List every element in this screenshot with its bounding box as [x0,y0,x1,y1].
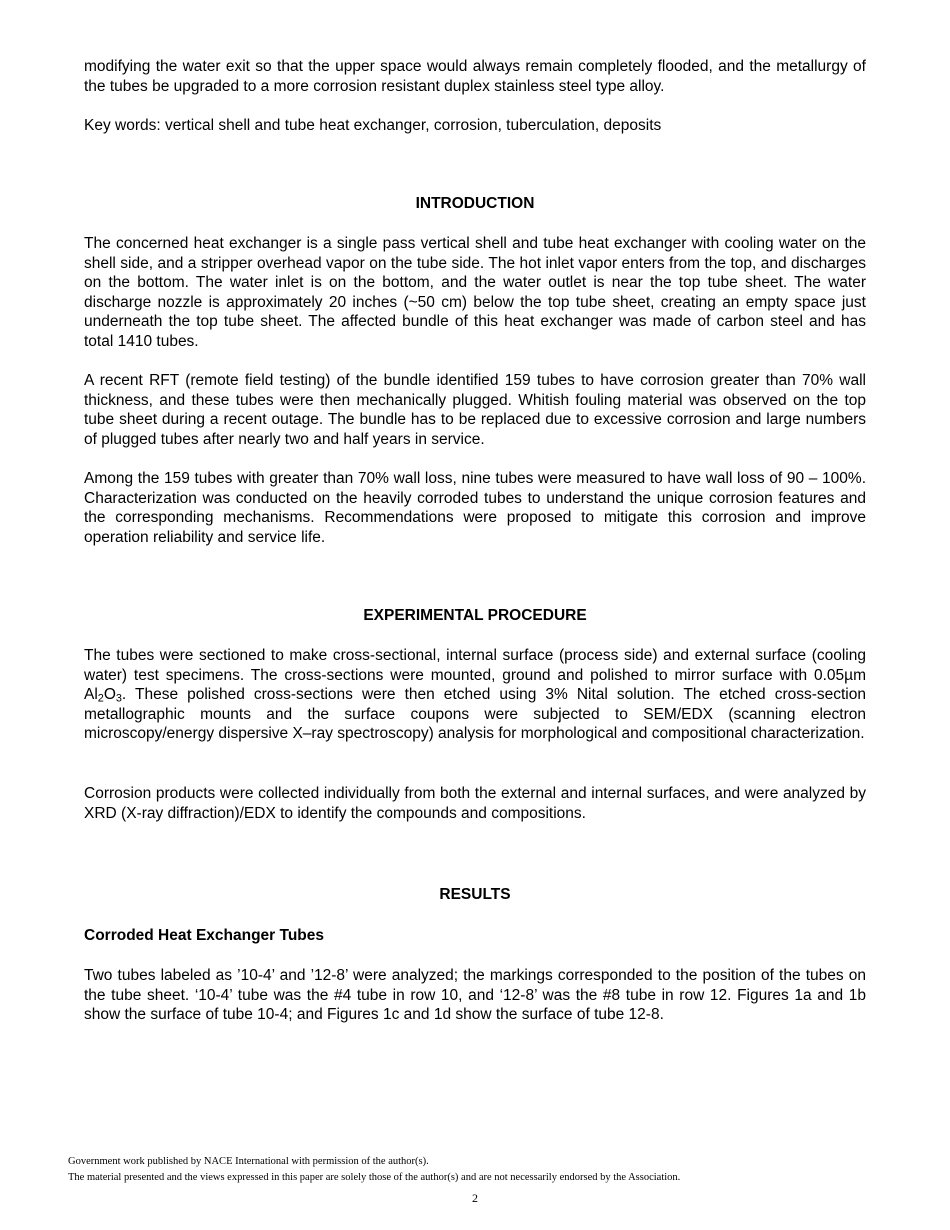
keywords: Key words: vertical shell and tube heat exchanger, corrosion, tuberculation, deposits [84,117,662,134]
experimental-paragraph-1: The tubes were sectioned to make cross-sectional, internal surface (process side) and external surface (cooling water) test specimens. The cross-sections were mounted, ground and polished to mirror surface with 0.05µm $Al_2O_3$. These polished cross-sections were then etched using 3% Nital solution. The etched cross-section metallographic mounts and the surface coupons were subjected to SEM/EDX (scanning electron microscopy/energy dispersive X–ray spectroscopy) analysis for morphological and compositional characterization. [84,647,866,743]
footer-disclaimer: The material presented and the views expressed in this paper are solely those of the author(s) and are not necessarily endorsed by the Association. [68,1172,681,1183]
introduction-paragraph-1: The concerned heat exchanger is a single pass vertical shell and tube heat exchanger with cooling water on the shell side, and a stripper overhead vapor on the tube side. The hot inlet vapor enters from the top, and discharges on the bottom. The water inlet is on the bottom, and the water outlet is near the top tube sheet. The water discharge nozzle is approximately 20 inches (~50 cm) below the top tube sheet, creating an empty space just underneath the top tube sheet. The affected bundle of this heat exchanger was made of carbon steel and has total 1410 tubes. [84,235,866,350]
results-subheading: Corroded Heat Exchanger Tubes [84,927,325,944]
experimental-paragraph-2: Corrosion products were collected individually from both the external and internal surfaces, and were analyzed by XRD (X-ray diffraction)/EDX to identify the compounds and compositions. [84,785,866,822]
introduction-paragraph-3: Among the 159 tubes with greater than 70% wall loss, nine tubes were measured to have wall loss of 90 – 100%. Characterization was conducted on the heavily corroded tubes to understand the unique corrosion features and the corresponding mechanisms. Recommendations were proposed to mitigate this corrosion and improve operation reliability and service life. [84,470,866,546]
abstract-conclusion: modifying the water exit so that the upper space would always remain completely flooded, and the metallurgy of the tubes be upgraded to a more corrosion resistant duplex stainless steel type alloy. [84,58,866,95]
results-heading: RESULTS [439,886,511,903]
introduction-paragraph-2: A recent RFT (remote field testing) of the bundle identified 159 tubes to have corrosion greater than 70% wall thickness, and these tubes were then mechanically plugged. Whitish fouling material was observed on the top tube sheet during a recent outage. The bundle has to be replaced due to excessive corrosion and large numbers of plugged tubes after nearly two and half years in service. [84,372,866,448]
footer-permission: Government work published by NACE International with permission of the author(s). [68,1156,429,1167]
results-paragraph-1: Two tubes labeled as ’10-4’ and ’12-8’ were analyzed; the markings corresponded to the position of the tubes on the tube sheet. ‘10-4’ tube was the #4 tube in row 10, and ‘12-8’ was the #8 tube in row 12. Figures 1a and 1b show the surface of tube 10-4; and Figures 1c and 1d show the surface of tube 12-8. [84,967,866,1024]
introduction-heading: INTRODUCTION [415,195,535,212]
experimental-heading: EXPERIMENTAL PROCEDURE [363,607,587,624]
page-number: 2 [472,1191,478,1205]
